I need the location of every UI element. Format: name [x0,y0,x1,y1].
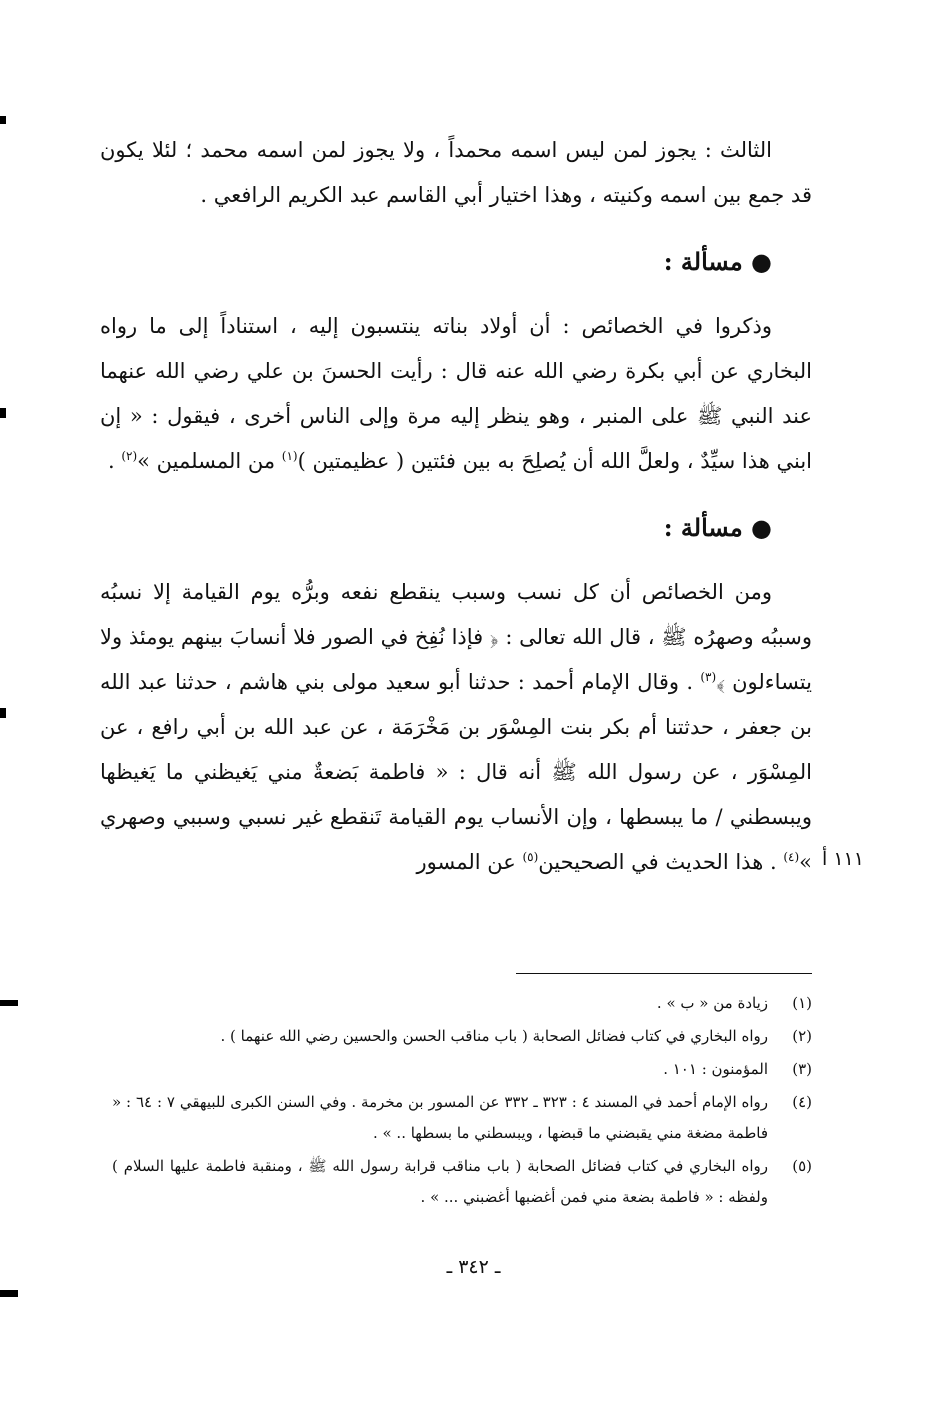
footnote-text: المؤمنون : ١٠١ . [663,1060,768,1078]
footnote-number: (١) [792,994,812,1012]
footnote-ref-4: (٤) [783,850,800,864]
footnote-ref-2: (٢) [121,449,138,463]
footnote-number: (٣) [792,1060,812,1078]
section-heading-2: ● مسألة : [663,513,772,542]
footnote-item [112,1054,812,1085]
footnote-number: (٤) [792,1093,812,1111]
footnote-item [112,988,812,1019]
paragraph-2 [100,304,812,484]
footnote-ref-5: (٥) [522,850,539,864]
paragraph-2-text: وذكروا في الخصائص : أن أولاد بناته ينتسبون إليه ، استناداً إلى ما رواه البخاري عن أبي بكرة رضي الله عنه قال : رأيت الحسنَ بن علي رضي الله عنهما عند النبي ﷺ على المنبر ، وهو ينظر إليه مرة وإلى الناس أخرى ، فيقول : « إن ابني هذا سيِّدٌ ، ولعلَّ الله أن يُصلِحَ به بين فئتين ( عظيمتين ) [100,314,812,473]
footnote-number: (٢) [792,1027,812,1045]
paragraph-3-text-b: . وقال الإمام أحمد : حدثنا أبو سعيد مولى بني هاشم ، حدثنا عبد الله بن جعفر ، حدثتنا أم بكر بنت المِسْوَر بن مَخْرَمَة ، عن عبد الله بن أبي رافع ، عن المِسْوَر ، عن رسول الله ﷺ أنه قال : « فاطمة بَضعةٌ مني يَغيظني ما يَغيظها ويبسطني / ما يبسطها ، وإن الأنساب يوم القيامة تَنقطع غير نسبي وسببي وصهري » [100,670,812,874]
footnote-item [112,1021,812,1052]
footnote-text: رواه الإمام أحمد في المسند ٤ : ٣٢٣ ـ ٣٣٢ عن المسور بن مخرمة . وفي السنن الكبرى للبيهقي ٧ : ٦٤ : « فاطمة مضغة مني يقبضني ما قبضها ، ويبسطني ما بسطها .. » . [112,1093,768,1142]
page-number: ـ ٣٤٢ ـ [446,1256,501,1278]
footnote-ref-1: (١) [281,449,298,463]
manuscript-folio-note: ١١١ أ [822,848,864,870]
footnote-text: رواه البخاري في كتاب فضائل الصحابة ( باب مناقب الحسن والحسين رضي الله عنهما ) . [220,1027,768,1045]
paragraph-1: الثالث : يجوز لمن ليس اسمه محمداً ، ولا يجوز لمن اسمه محمد ؛ لئلا يكون قد جمع بين اسمه وكنيته ، وهذا اختيار أبي القاسم عبد الكريم الرافعي . [100,138,812,207]
scan-mark [0,408,6,418]
paragraph-2-end: . [107,449,122,473]
scan-mark [0,116,6,124]
footnote-number: (٥) [792,1157,812,1175]
paragraph-3-text-c: . هذا الحديث في الصحيحين [538,850,784,874]
footnote-text: زيادة من « ب » . [656,994,768,1012]
paragraph-3 [100,570,812,885]
footnote-ref-3: (٣) [700,670,717,684]
footnote-text: رواه البخاري في كتاب فضائل الصحابة ( باب مناقب قرابة رسول الله ﷺ ، ومنقبة فاطمة عليها السلام ) ولفظه : « فاطمة بضعة مني فمن أغضبها أغضبني ... » . [112,1157,768,1206]
scan-mark [0,1000,18,1006]
paragraph-3-text-d: عن المسور [416,850,523,874]
footnotes [112,988,812,1215]
paragraph-2-tail: من المسلمين » [137,449,282,473]
footnote-item [112,1151,812,1213]
footnote-divider [516,973,812,974]
section-heading-1: ● مسألة : [663,247,772,276]
scan-mark [0,708,6,718]
paragraph-3-text-a: ومن الخصائص أن كل نسب وسبب ينقطع نفعه وبرُّه يوم القيامة إلا نسبُه وسببُه وصهرُه ﷺ ، قال الله تعالى : ﴿ فإذا نُفِخ في الصور فلا أنسابَ بينهم يومئذ ولا يتساءلون ﴾ [100,580,812,694]
footnote-item [112,1087,812,1149]
scan-mark [0,1290,18,1297]
main-text [100,128,812,885]
